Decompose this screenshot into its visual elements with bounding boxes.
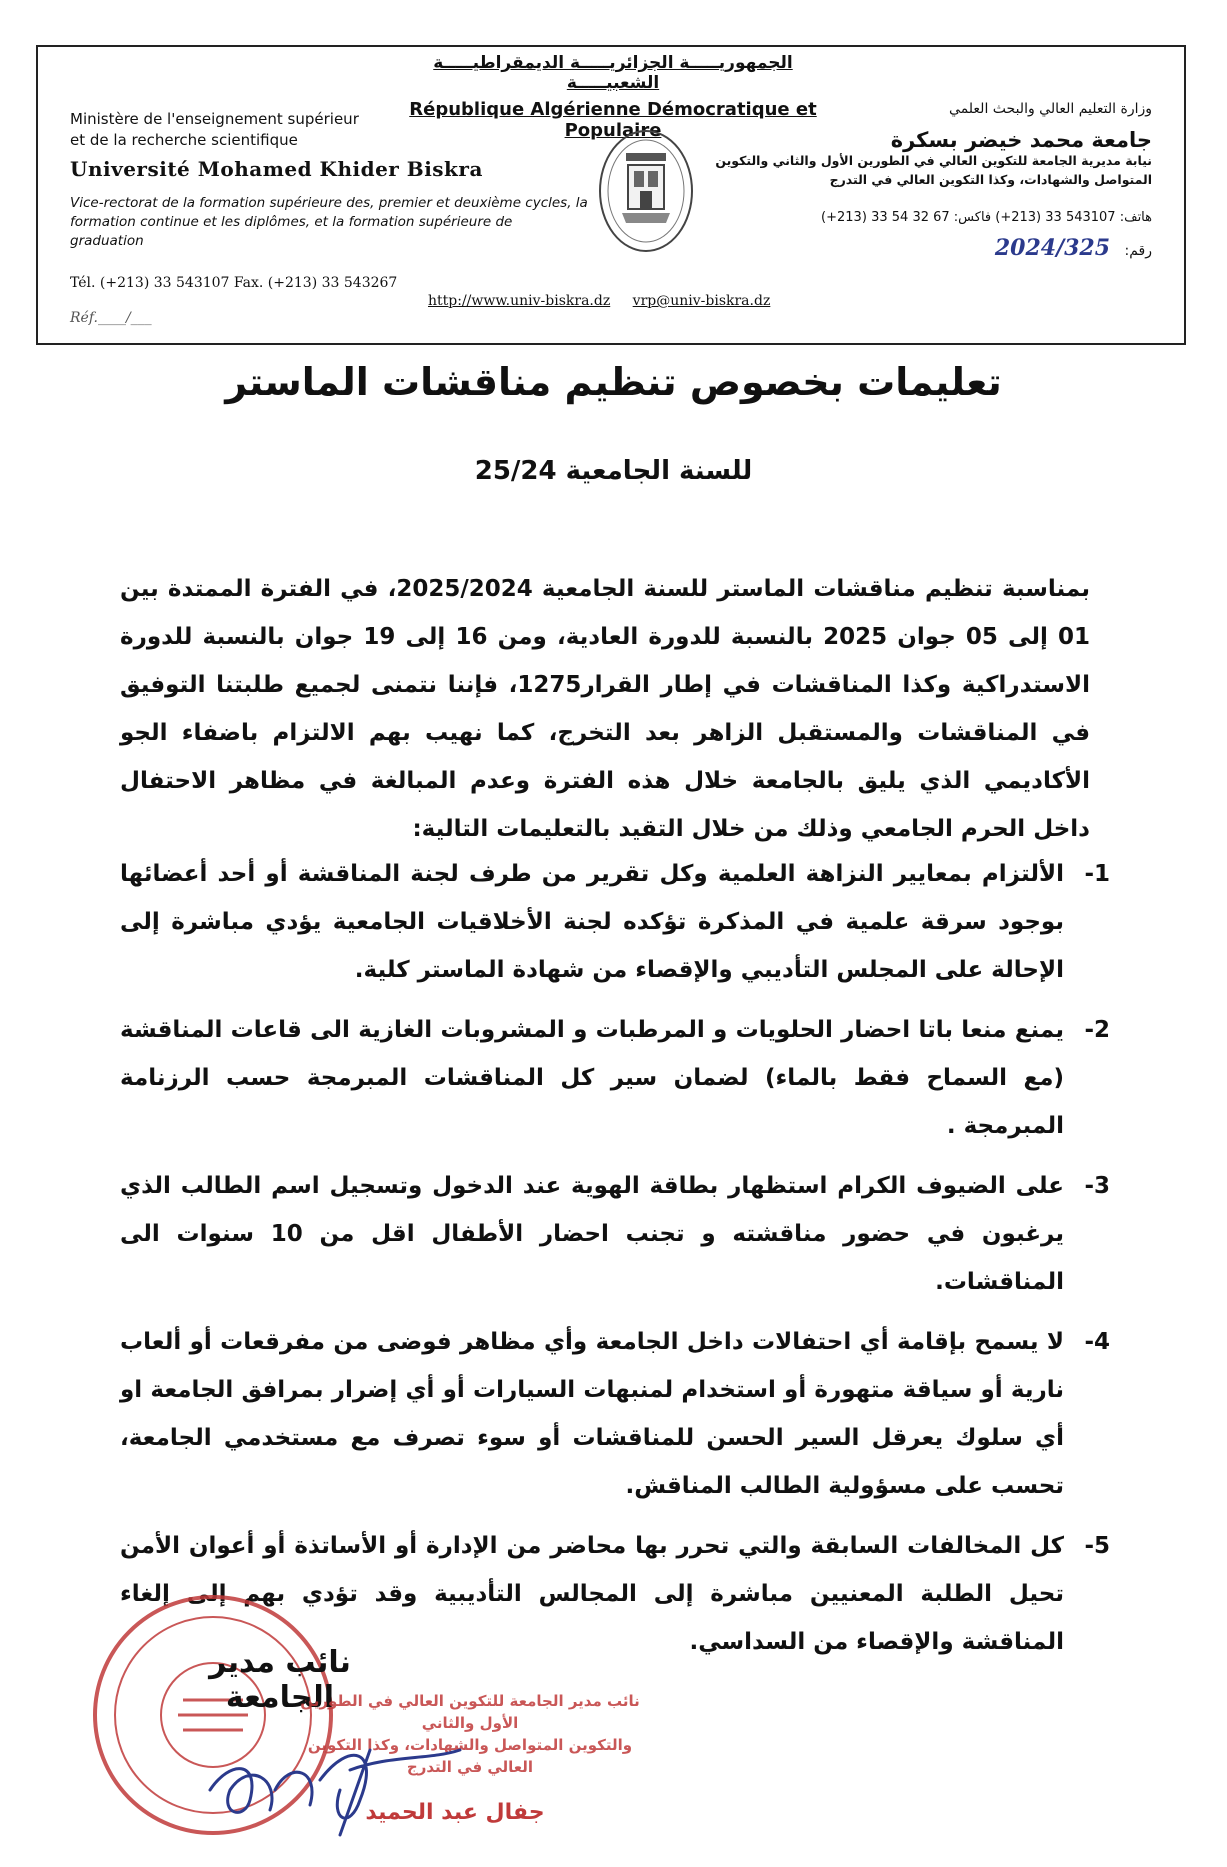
vice-rectorat-fr-line2: formation continue et les diplômes, et la formation supérieure de graduation (70, 214, 513, 249)
signatory-name: جفال عبد الحميد (365, 1800, 545, 1825)
rule-text: على الضيوف الكرام استظهار بطاقة الهوية عند الدخول وتسجيل اسم الطالب الذي يرغبون في حضور مناقشته و تجنب احضار الأطفال اقل من 10 سنوات الى المناقشات. (120, 1173, 1064, 1295)
letterhead (36, 45, 1186, 345)
reference-ar (712, 235, 1152, 262)
reference-ar-value: 2024/325 (994, 235, 1111, 261)
republic-ar: الجمهوريـــــة الجزائريـــــة الديمقراطيـــــة الشعبيـــــة (433, 53, 793, 93)
rule-item (120, 1318, 1110, 1510)
rule-number: 3- (1084, 1173, 1110, 1199)
ministry-ar: وزارة التعليم العالي والبحث العلمي (949, 101, 1152, 117)
rule-text: الألتزام بمعايير النزاهة العلمية وكل تقرير من طرف لجنة المناقشة أو أحد أعضائها بوجود سرقة علمية في المذكرة تؤكده لجنة الأخلاقيات الجامعية يؤدي مباشرة إلى الإحالة على المجلس التأديبي والإقصاء من شهادة الماستر كلية. (120, 861, 1064, 983)
website-link[interactable]: http://www.univ-biskra.dz (428, 293, 611, 309)
phone-fax-ar: هاتف: 543107 33 (213+) فاكس: 67 32 54 33 (213+) (821, 210, 1152, 225)
contact-links (428, 293, 788, 309)
republic-fr: République Algérienne Démocratique et Populaire (409, 99, 817, 141)
document-subtitle: للسنة الجامعية 25/24 (474, 456, 753, 486)
rule-item (120, 1006, 1110, 1150)
university-name-fr: Université Mohamed Khider Biskra (70, 157, 483, 181)
signature-stamp-line2: والتكوين المتواصل والشهادات، وكذا التكوين العالي في التدرج (307, 1736, 633, 1776)
letterhead-right (712, 99, 1152, 262)
signatory-title: نائب مدير الجامعة (209, 1645, 351, 1715)
rule-item (120, 850, 1110, 994)
email-link[interactable]: vrp@univ-biskra.dz (632, 293, 771, 309)
ministry-fr-line2: et de la recherche scientifique (70, 131, 298, 149)
signature-stamp-line1: نائب مدير الجامعة للتكوين العالي في الطورين الأول والثاني (300, 1692, 640, 1732)
rule-text: كل المخالفات السابقة والتي تحرر بها محاضر من الإدارة أو الأساتذة أو أعوان الأمن تحيل الطلبة المعنيين مباشرة إلى المجالس التأديبية وقد تؤدي بهم إلى إلغاء المناقشة والإقصاء من السداسي. (120, 1533, 1064, 1655)
rule-number: 2- (1084, 1017, 1110, 1043)
intro-paragraph: بمناسبة تنظيم مناقشات الماستر للسنة الجامعية 2025/2024، في الفترة الممتدة بين 01 إلى 05 جوان 2025 بالنسبة للدورة العادية، ومن 16 إلى 19 جوان بالنسبة للدورة الاستدراكية وكذا المناقشات في إطار القرار1275، فإننا نتمنى لجميع طلبتنا التوفيق في المناقشات والمستقبل الزاهر بعد التخرج، كما نهيب بهم الالتزام باضفاء الجو الأكاديمي الذي يليق بالجامعة خلال هذه الفترة وعدم المبالغة في مظاهر الاحتفال داخل الحرم الجامعي وذلك من خلال التقيد بالتعليمات التالية: (120, 576, 1090, 842)
reference-ar-label: رقم: (1124, 243, 1152, 259)
rule-number: 4- (1084, 1329, 1110, 1355)
reference-fr: Réf.____/___ (70, 310, 152, 326)
rule-text: لا يسمح بإقامة أي احتفالات داخل الجامعة وأي مظاهر فوضى من مفرقعات أو ألعاب نارية أو سياقة متهورة أو استخدام لمنبهات السيارات أو أي إضرار بمرافق الجامعة او أي سلوك يعرقل السير الحسن للمناقشات أو سوء تصرف مع مستخدمي الجامعة، تحسب على مسؤولية الطالب المناقش. (120, 1329, 1064, 1499)
ministry-fr-line1: Ministère de l'enseignement supérieur (70, 110, 359, 128)
vice-rectorat-ar-line2: المتواصل والشهادات، وكذا التكوين العالي في التدرج (829, 172, 1152, 187)
university-name-ar: جامعة محمد خيضر بسكرة (890, 128, 1152, 152)
rule-number: 5- (1084, 1533, 1110, 1559)
rules-list (120, 850, 1110, 1678)
phone-fax-fr: Tél. (+213) 33 543107 Fax. (+213) 33 543267 (70, 275, 398, 291)
document-title: تعليمات بخصوص تنظيم مناقشات الماستر (225, 360, 1002, 404)
vice-rectorat-ar-line1: نيابة مديرية الجامعة للتكوين العالي في الطورين الأول والثاني والتكوين (715, 153, 1152, 168)
vice-rectorat-fr-line1: Vice-rectorat de la formation supérieure des, premier et deuxième cycles, la (70, 195, 588, 211)
university-logo-icon (596, 127, 696, 255)
rule-text: يمنع منعا باتا احضار الحلويات و المرطبات و المشروبات الغازية الى قاعات المناقشة (مع السماح فقط بالماء) لضمان سير كل المناقشات المبرمجة حسب الرزنامة المبرمجة . (120, 1017, 1064, 1139)
rule-number: 1- (1084, 861, 1110, 887)
rule-item (120, 1162, 1110, 1306)
